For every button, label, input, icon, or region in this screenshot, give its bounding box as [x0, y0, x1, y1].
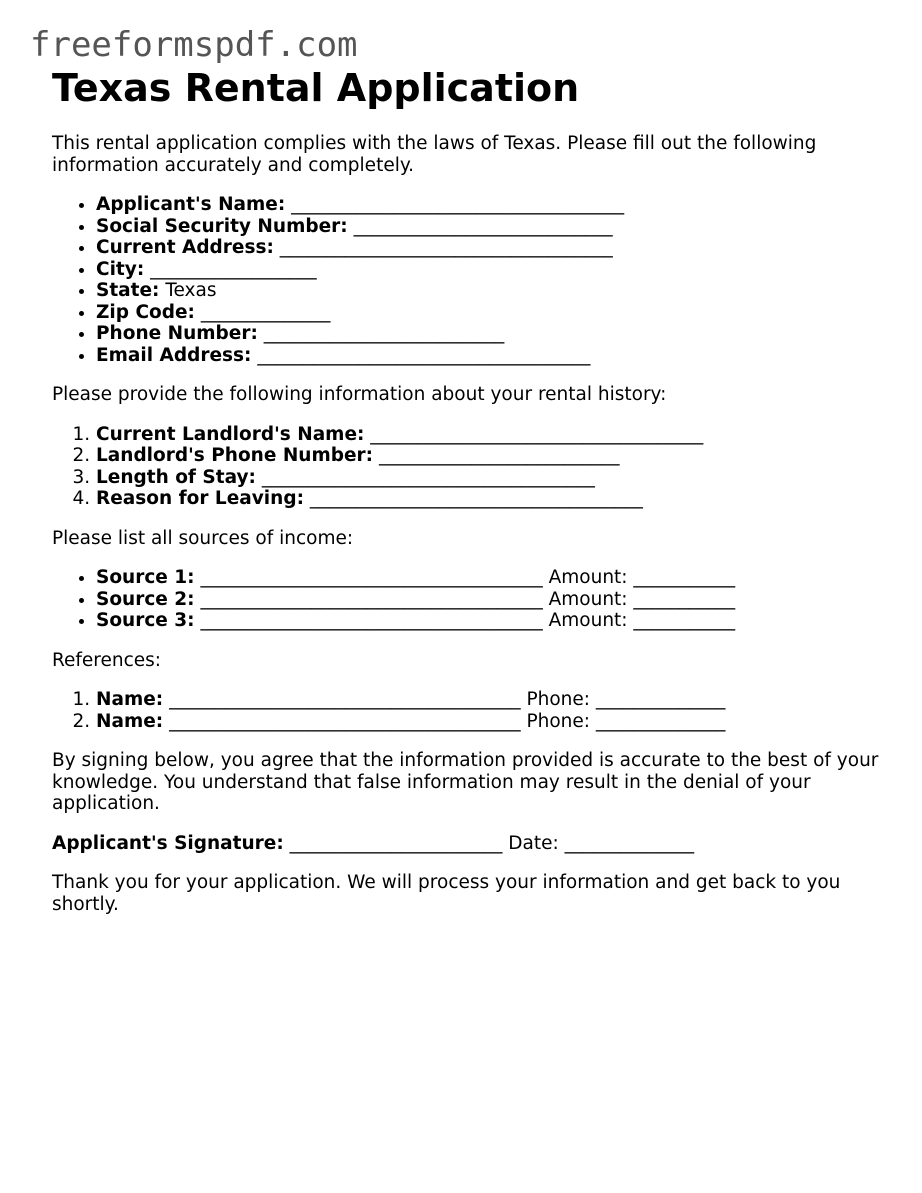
intro-paragraph: This rental application complies with the laws of Texas. Please fill out the following information accurately and completely. — [52, 133, 817, 176]
rental-history-intro: Please provide the following information about your rental history: — [52, 384, 667, 405]
field-label: Social Security Number: — [96, 215, 348, 237]
amount-label: Amount: — [548, 588, 628, 610]
field-label: Zip Code: — [96, 301, 195, 323]
phone-blank[interactable]: ______________ — [595, 710, 726, 732]
field-blank[interactable]: _____________________________________ — [200, 567, 543, 588]
field-blank[interactable]: _____________________________________ — [200, 588, 543, 610]
closing-paragraph: Thank you for your application. We will process your information and get back to you shortly. — [52, 872, 841, 915]
field-blank[interactable]: ____________________________________ — [279, 237, 613, 258]
applicant-info-list — [52, 194, 882, 366]
field-label: Source 3: — [96, 610, 195, 631]
field-label: Current Landlord's Name: — [96, 423, 365, 445]
field-label: Name: — [96, 710, 164, 732]
list-item — [96, 589, 882, 611]
phone-label: Phone: — [526, 689, 591, 710]
field-blank[interactable]: _____________________________________ — [200, 610, 543, 631]
list-item — [96, 345, 882, 367]
field-blank[interactable]: __________________ — [150, 258, 317, 280]
list-item — [96, 711, 882, 733]
field-label: Source 1: — [96, 567, 195, 588]
list-item — [96, 237, 882, 259]
list-item — [96, 259, 882, 281]
field-label: Reason for Leaving: — [96, 488, 304, 509]
field-label: Length of Stay: — [96, 466, 256, 488]
field-blank[interactable]: ______________________________________ — [169, 689, 521, 710]
list-item — [96, 467, 882, 489]
list-item — [96, 445, 882, 467]
field-blank[interactable]: ____________________________________ — [291, 194, 625, 215]
field-label: Applicant's Name: — [96, 194, 286, 215]
list-item — [96, 302, 882, 324]
amount-blank[interactable]: ___________ — [633, 567, 736, 588]
field-label: Phone Number: — [96, 323, 258, 344]
field-blank[interactable]: __________________________ — [378, 445, 620, 466]
watermark: freeformspdf.com — [30, 25, 358, 65]
phone-label: Phone: — [526, 710, 591, 732]
income-list — [52, 567, 882, 632]
document-page — [52, 66, 882, 915]
signature-label: Applicant's Signature: — [52, 832, 284, 854]
list-item — [96, 323, 882, 345]
list-item — [96, 216, 882, 238]
field-blank[interactable]: ____________________________ — [353, 215, 613, 237]
list-item — [96, 567, 882, 589]
phone-blank[interactable]: ______________ — [595, 689, 726, 710]
signature-line — [52, 833, 882, 855]
field-blank[interactable]: ____________________________________ — [309, 488, 643, 509]
field-blank[interactable]: ____________________________________ — [370, 423, 704, 445]
field-label: Source 2: — [96, 588, 195, 610]
field-blank[interactable]: ____________________________________ — [257, 344, 591, 366]
field-value: Texas — [165, 280, 217, 301]
list-item — [96, 280, 882, 302]
field-blank[interactable]: __________________________ — [263, 323, 505, 344]
income-intro: Please list all sources of income: — [52, 527, 354, 549]
page-title: Texas Rental Application — [52, 66, 580, 110]
amount-blank[interactable]: ___________ — [633, 610, 736, 631]
field-label: City: — [96, 258, 145, 280]
amount-blank[interactable]: ___________ — [633, 588, 736, 610]
list-item — [96, 610, 882, 632]
field-label: Landlord's Phone Number: — [96, 445, 374, 466]
agreement-paragraph: By signing below, you agree that the information provided is accurate to the best of your knowledge. You understand that false information may result in the denial of your application. — [52, 750, 879, 814]
references-list — [52, 689, 882, 732]
field-blank[interactable]: ______________ — [200, 301, 331, 323]
field-label: Current Address: — [96, 237, 274, 258]
signature-blank[interactable]: _______________________ — [289, 832, 503, 854]
field-blank[interactable]: ____________________________________ — [261, 466, 595, 488]
field-label: State: — [96, 280, 160, 301]
references-intro: References: — [52, 649, 162, 671]
amount-label: Amount: — [548, 567, 628, 588]
list-item — [96, 194, 882, 216]
list-item — [96, 488, 882, 510]
date-blank[interactable]: ______________ — [564, 832, 695, 854]
field-blank[interactable]: ______________________________________ — [169, 710, 521, 732]
rental-history-list — [52, 424, 882, 510]
list-item — [96, 424, 882, 446]
field-label: Email Address: — [96, 344, 252, 366]
amount-label: Amount: — [548, 610, 628, 631]
date-label: Date: — [508, 832, 559, 854]
list-item — [96, 689, 882, 711]
field-label: Name: — [96, 689, 164, 710]
